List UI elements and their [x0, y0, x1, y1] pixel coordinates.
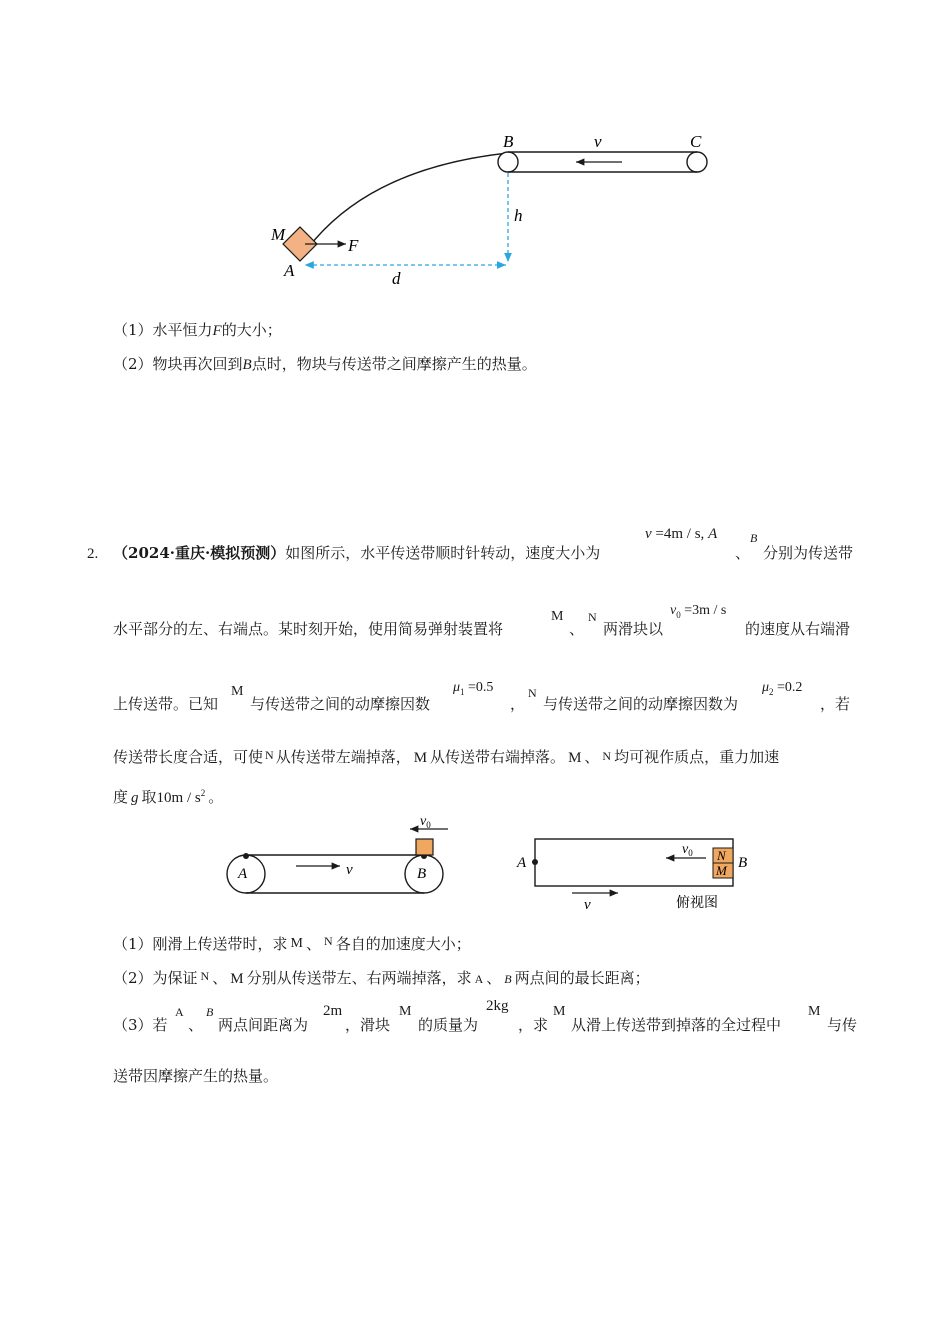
q1-sub2: （2）物块再次回到B点时，物块与传送带之间摩擦产生的热量。: [113, 355, 537, 373]
q2-line2-end: 的速度从右端滑: [745, 620, 851, 638]
comma: ，: [510, 695, 526, 713]
text: ，求: [518, 1016, 549, 1034]
sep: 、: [188, 1016, 204, 1034]
text: 两点间距离为: [218, 1016, 309, 1034]
caption-top-view: 俯视图: [676, 896, 718, 911]
text: ，滑块: [345, 1016, 391, 1034]
n-symbol: N: [588, 610, 597, 624]
text: 与传: [827, 1016, 858, 1034]
slider-block: [416, 839, 433, 855]
label-v: v: [594, 132, 602, 151]
sep: 、: [735, 544, 751, 562]
curved-track: [308, 153, 508, 248]
q2-sub3-line2: 送带因摩擦产生的热量。: [113, 1067, 279, 1085]
q2-line4: 传送带长度合适，可使 $^N$ 从传送带左端掉落， M 从传送带右端掉落。 M 、 N 均可视作质点，重力加速: [113, 748, 780, 766]
m-symbol: M: [808, 1004, 821, 1019]
text: 的质量为: [418, 1016, 479, 1034]
label-a: A: [517, 855, 527, 871]
q2-line2: 水平部分的左、右端点。某时刻开始，使用简易弹射装置将: [113, 620, 504, 638]
a-symbol: A: [175, 1005, 184, 1019]
m-symbol: M: [231, 684, 244, 699]
label-b: B: [738, 855, 748, 871]
label-b: B: [417, 866, 427, 882]
b-symbol: B: [206, 1005, 214, 1019]
question-number: 2.: [87, 546, 99, 562]
label-v: v: [584, 897, 591, 913]
label-v0: $v_0$: [420, 814, 431, 830]
q2-line1-end: 分别为传送带: [763, 544, 854, 562]
label-v: v: [346, 862, 353, 878]
q1-sub1: （1）水平恒力F的大小；: [113, 321, 282, 339]
q2-sub3-line1: （3）若: [113, 1016, 168, 1034]
point-a-dot: [243, 853, 249, 859]
label-b: B: [503, 132, 514, 151]
v0-value: $v_0 =3m / s$: [670, 603, 727, 620]
mass-value: 2kg: [486, 998, 509, 1014]
m-symbol: M: [551, 609, 564, 624]
label-a: A: [238, 866, 248, 882]
label-m: M: [716, 863, 727, 878]
label-c: C: [690, 132, 702, 151]
sep: 、: [569, 620, 585, 638]
point-a-dot: [532, 859, 538, 865]
label-m: M: [271, 225, 286, 244]
figure-2-side-view: [220, 810, 460, 900]
q2-sub1: （1）刚滑上传送带时，求 M 、 $^N$ 各自的加速度大小；: [113, 934, 471, 953]
q2-line3: 上传送带。已知: [113, 695, 219, 713]
label-f: F: [348, 236, 359, 255]
q2-line3-a: 与传送带之间的动摩擦因数: [250, 695, 431, 713]
figure-3-top-view: [508, 830, 758, 914]
q2-sub2: （2）为保证 $^N$ 、 M 分别从传送带左、右两端掉落，求 A 、 B 两点间的最长距离；: [113, 969, 650, 987]
label-v0: $v_0$: [682, 842, 693, 858]
mu1-value: $\mu_1 =0.5$: [453, 680, 494, 697]
q2-line1: 2. （2024·重庆·模拟预测）如图所示，水平传送带顺时针转动，速度大小为: [87, 544, 601, 562]
label-n: N: [717, 848, 726, 863]
distance-value: 2m: [323, 1003, 343, 1019]
m-symbol: M: [399, 1004, 412, 1019]
label-a: A: [284, 261, 295, 280]
q2-line5: 度 g 取$10m / s^2$ 。: [113, 788, 224, 806]
speed-value: v =4m / s, A: [645, 526, 718, 542]
belt-top-outline: [535, 839, 733, 886]
label-h: h: [514, 206, 523, 225]
m-symbol: M: [553, 1004, 566, 1019]
pulley-b: [498, 152, 518, 172]
figure-1-curve-conveyor: [260, 128, 730, 288]
q2-line3-end: ，若: [820, 695, 851, 713]
q2-line3-b: 与传送带之间的动摩擦因数为: [543, 695, 739, 713]
label-d: d: [392, 269, 401, 288]
n-symbol: N: [528, 686, 537, 700]
question-source: （2024·重庆·模拟预测）: [113, 544, 286, 562]
text: 从滑上传送带到掉落的全过程中: [571, 1016, 782, 1034]
pulley-c: [687, 152, 707, 172]
q2-line2-mid: 两滑块以: [603, 620, 664, 638]
point-b: B: [750, 531, 758, 545]
mu2-value: $\mu_2 =0.2$: [762, 680, 803, 697]
